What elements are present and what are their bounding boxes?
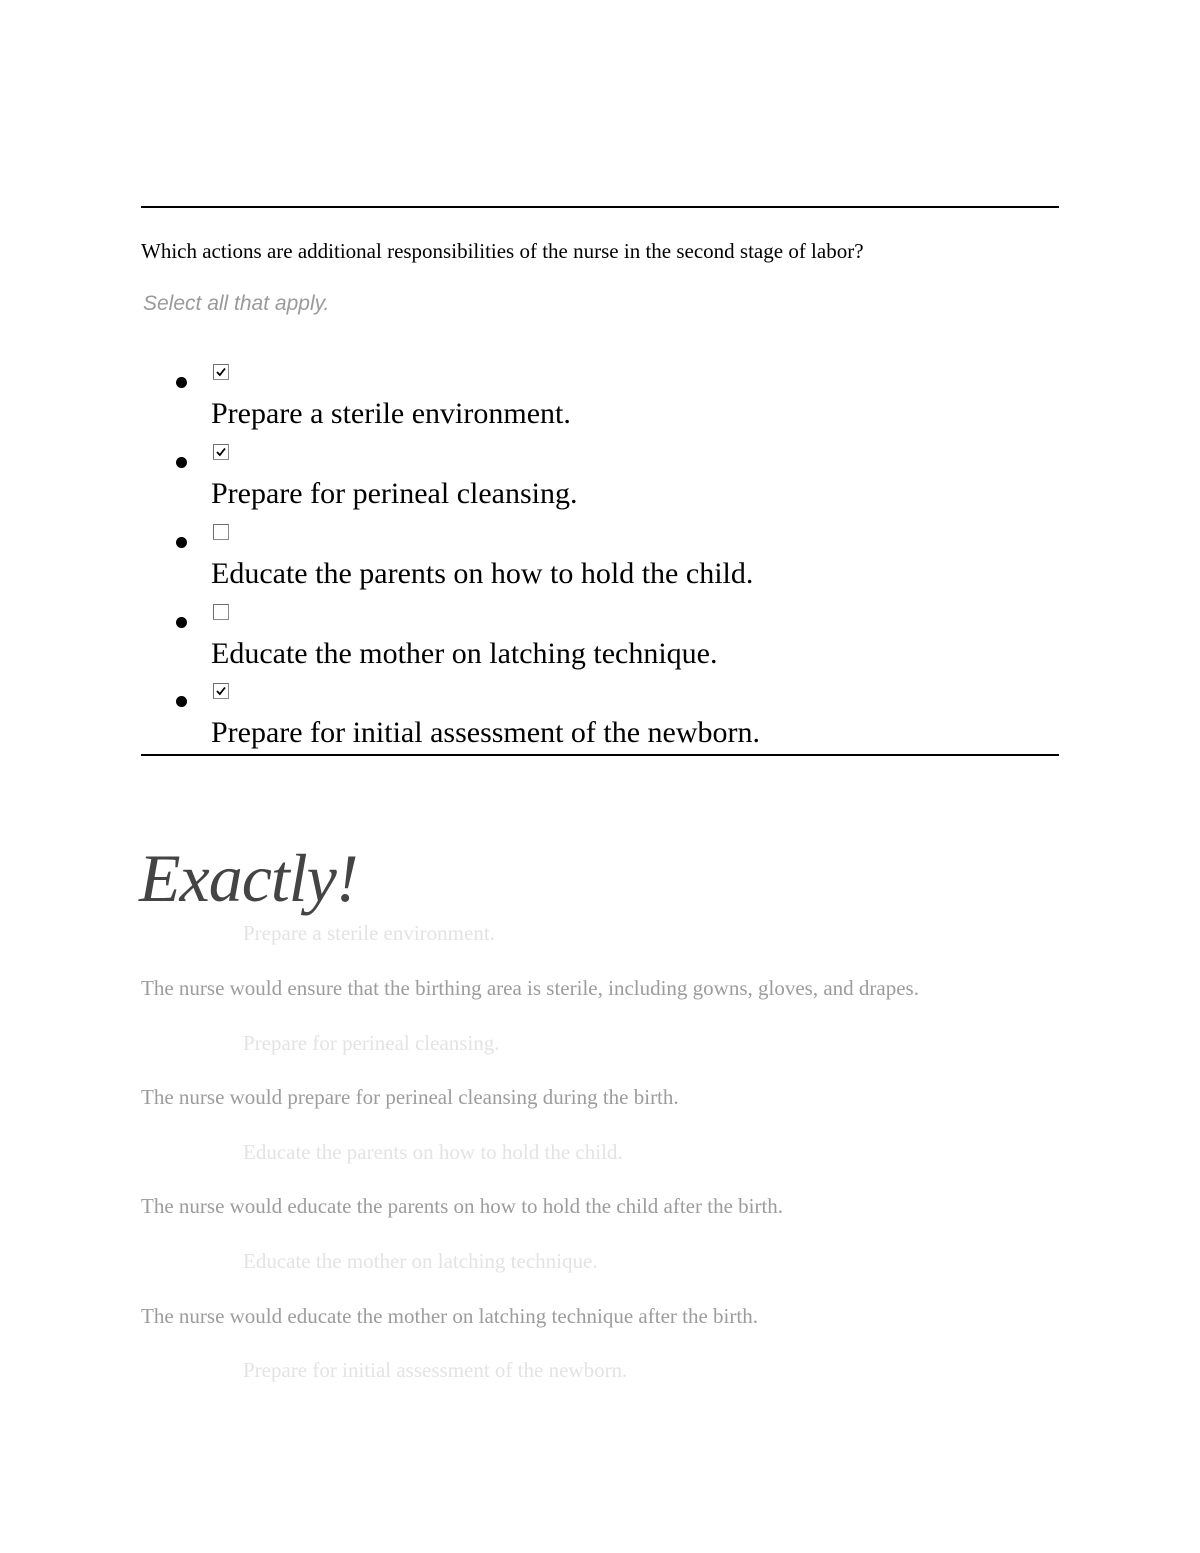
bullet-icon — [176, 617, 187, 628]
checkmark-icon — [215, 366, 227, 378]
bullet-icon — [176, 457, 187, 468]
feedback-option: Prepare for perineal cleansing. — [243, 1031, 500, 1055]
feedback-option: Prepare a sterile environment. — [243, 921, 495, 945]
option-item — [0, 442, 1100, 522]
option-label: Prepare for perineal cleansing. — [211, 477, 578, 510]
feedback-rationale: The nurse would educate the mother on latching technique after the birth. — [141, 1304, 758, 1328]
checkmark-icon — [215, 685, 227, 697]
option-checkbox[interactable] — [213, 444, 229, 460]
feedback-option: Educate the parents on how to hold the child. — [243, 1140, 623, 1164]
option-item — [0, 522, 1100, 602]
bullet-icon — [176, 537, 187, 548]
feedback-rationale: The nurse would educate the parents on how to hold the child after the birth. — [141, 1194, 784, 1218]
option-label: Prepare for initial assessment of the newborn. — [211, 716, 761, 749]
option-checkbox[interactable] — [213, 683, 229, 699]
feedback-title: Exactly! — [139, 840, 358, 916]
feedback-rationale: The nurse would ensure that the birthing area is sterile, including gowns, gloves, and drapes. — [141, 976, 919, 1000]
checkmark-icon — [215, 446, 227, 458]
option-checkbox[interactable] — [213, 604, 229, 620]
bullet-icon — [176, 377, 187, 388]
option-label: Prepare a sterile environment. — [211, 397, 571, 430]
option-checkbox[interactable] — [213, 524, 229, 540]
option-label: Educate the mother on latching technique. — [211, 637, 718, 670]
question-text: Which actions are additional responsibilities of the nurse in the second stage of labor? — [141, 239, 864, 263]
feedback-rationale: The nurse would prepare for perineal cleansing during the birth. — [141, 1085, 679, 1109]
option-item — [0, 681, 1100, 761]
feedback-option: Prepare for initial assessment of the newborn. — [243, 1358, 628, 1382]
bullet-icon — [176, 696, 187, 707]
option-item — [0, 602, 1100, 682]
option-checkbox[interactable] — [213, 364, 229, 380]
option-item — [0, 362, 1100, 442]
feedback-option: Educate the mother on latching technique. — [243, 1249, 598, 1273]
top-divider — [141, 206, 1059, 208]
option-label: Educate the parents on how to hold the child. — [211, 557, 754, 590]
bottom-divider — [141, 754, 1059, 756]
select-all-instruction: Select all that apply. — [143, 292, 330, 315]
